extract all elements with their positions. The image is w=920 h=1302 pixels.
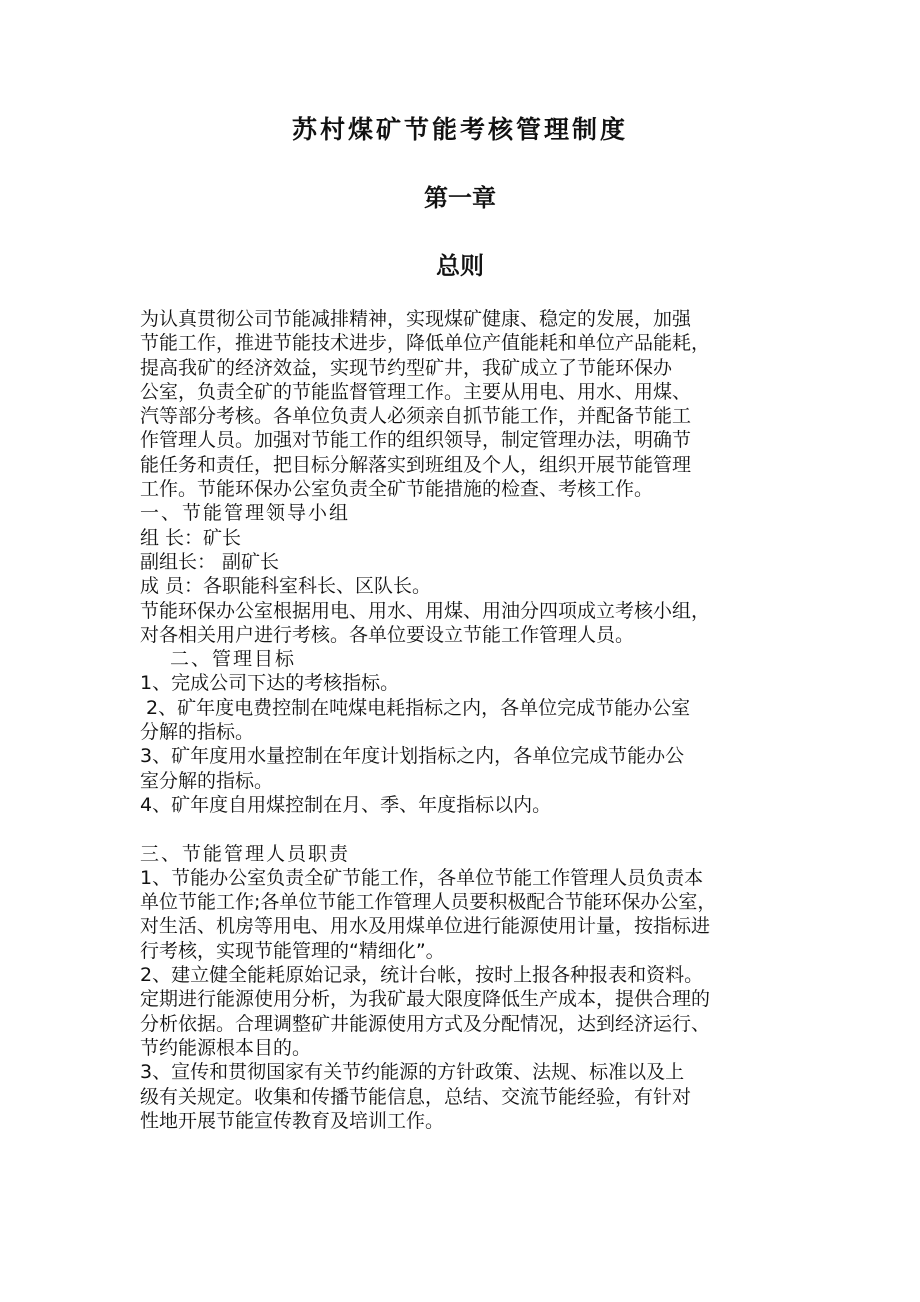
goal-item: 2、矿年度电费控制在吨煤电耗指标之内，各单位完成节能办公室 <box>146 696 691 719</box>
duty-item: 1、节能办公室负责全矿节能工作，各单位节能工作管理人员负责本 <box>140 866 704 889</box>
duty-item: 3、宣传和贯彻国家有关节约能源的方针政策、法规、标准以及上 <box>140 1061 685 1084</box>
group-deputy-line: 副组长： 副矿长 <box>140 550 280 573</box>
text-line: 为认真贯彻公司节能减排精神，实现煤矿健康、稳定的发展，加强 <box>140 308 692 330</box>
group-leader-line: 组 长：矿长 <box>140 526 242 549</box>
goal-item: 3、矿年度用水量控制在年度计划指标之内，各单位完成节能办公 <box>140 745 685 768</box>
section-heading: 总则 <box>436 252 484 280</box>
text-line: 节约能源根本目的。 <box>140 1036 312 1059</box>
text-line: 提高我矿的经济效益，实现节约型矿井，我矿成立了节能环保办 <box>140 356 673 379</box>
goal-item: 1、完成公司下达的考核指标。 <box>140 672 400 695</box>
text-line: 对各相关用户进行考核。各单位要设立节能工作管理人员。 <box>140 623 635 646</box>
text-line: 定期进行能源使用分析，为我矿最大限度降低生产成本，提供合理的 <box>140 988 711 1011</box>
text-line: 汽等部分考核。各单位负责人必须亲自抓节能工作，并配备节能工 <box>140 405 692 428</box>
goals-section <box>140 647 800 817</box>
chapter-heading: 第一章 <box>424 184 496 212</box>
text-line: 级有关规定。收集和传播节能信息，总结、交流节能经验，有针对 <box>140 1085 692 1108</box>
text-line: 分析依据。合理调整矿井能源使用方式及分配情况，达到经济运行、 <box>140 1012 711 1035</box>
group-members-line: 成 员：各职能科室科长、区队长。 <box>140 575 432 598</box>
text-line: 工作。节能环保办公室负责全矿节能措施的检查、考核工作。 <box>140 478 654 501</box>
goal-item: 4、矿年度自用煤控制在月、季、年度指标以内。 <box>140 793 552 816</box>
text-line: 节能环保办公室根据用电、用水、用煤、用油分四项成立考核小组， <box>140 599 711 622</box>
goals-heading: 二、管理目标 <box>170 648 297 671</box>
leadership-group-heading: 一、节能管理领导小组 <box>140 502 351 525</box>
text-line: 单位节能工作;各单位节能工作管理人员要积极配合节能环保办公室， <box>140 891 717 914</box>
text-line: 对生活、机房等用电、用水及用煤单位进行能源使用计量，按指标进 <box>140 915 711 938</box>
duty-item: 2、建立健全能耗原始记录，统计台帐，按时上报各种报表和资料。 <box>140 964 704 987</box>
text-line: 能任务和责任，把目标分解落实到班组及个人，组织开展节能管理 <box>140 453 692 476</box>
text-line: 行考核，实现节能管理的“精细化”。 <box>140 939 445 962</box>
leadership-group-section <box>140 501 800 647</box>
blank-line <box>140 817 800 841</box>
text-line: 性地开展节能宣传教育及培训工作。 <box>140 1109 445 1132</box>
text-line: 节能工作，推进节能技术进步，降低单位产值能耗和单位产品能耗， <box>140 332 711 355</box>
document-body <box>140 307 800 1133</box>
text-line: 作管理人员。加强对节能工作的组织领导，制定管理办法，明确节 <box>140 429 692 452</box>
document-title: 苏村煤矿节能考核管理制度 <box>291 115 628 144</box>
text-line: 室分解的指标。 <box>140 769 274 792</box>
duties-section <box>140 842 800 1134</box>
duties-heading: 三、节能管理人员职责 <box>140 842 351 865</box>
text-line: 分解的指标。 <box>140 721 255 744</box>
intro-paragraph <box>140 307 800 501</box>
text-line: 公室，负责全矿的节能监督管理工作。主要从用电、用水、用煤、 <box>140 380 692 403</box>
